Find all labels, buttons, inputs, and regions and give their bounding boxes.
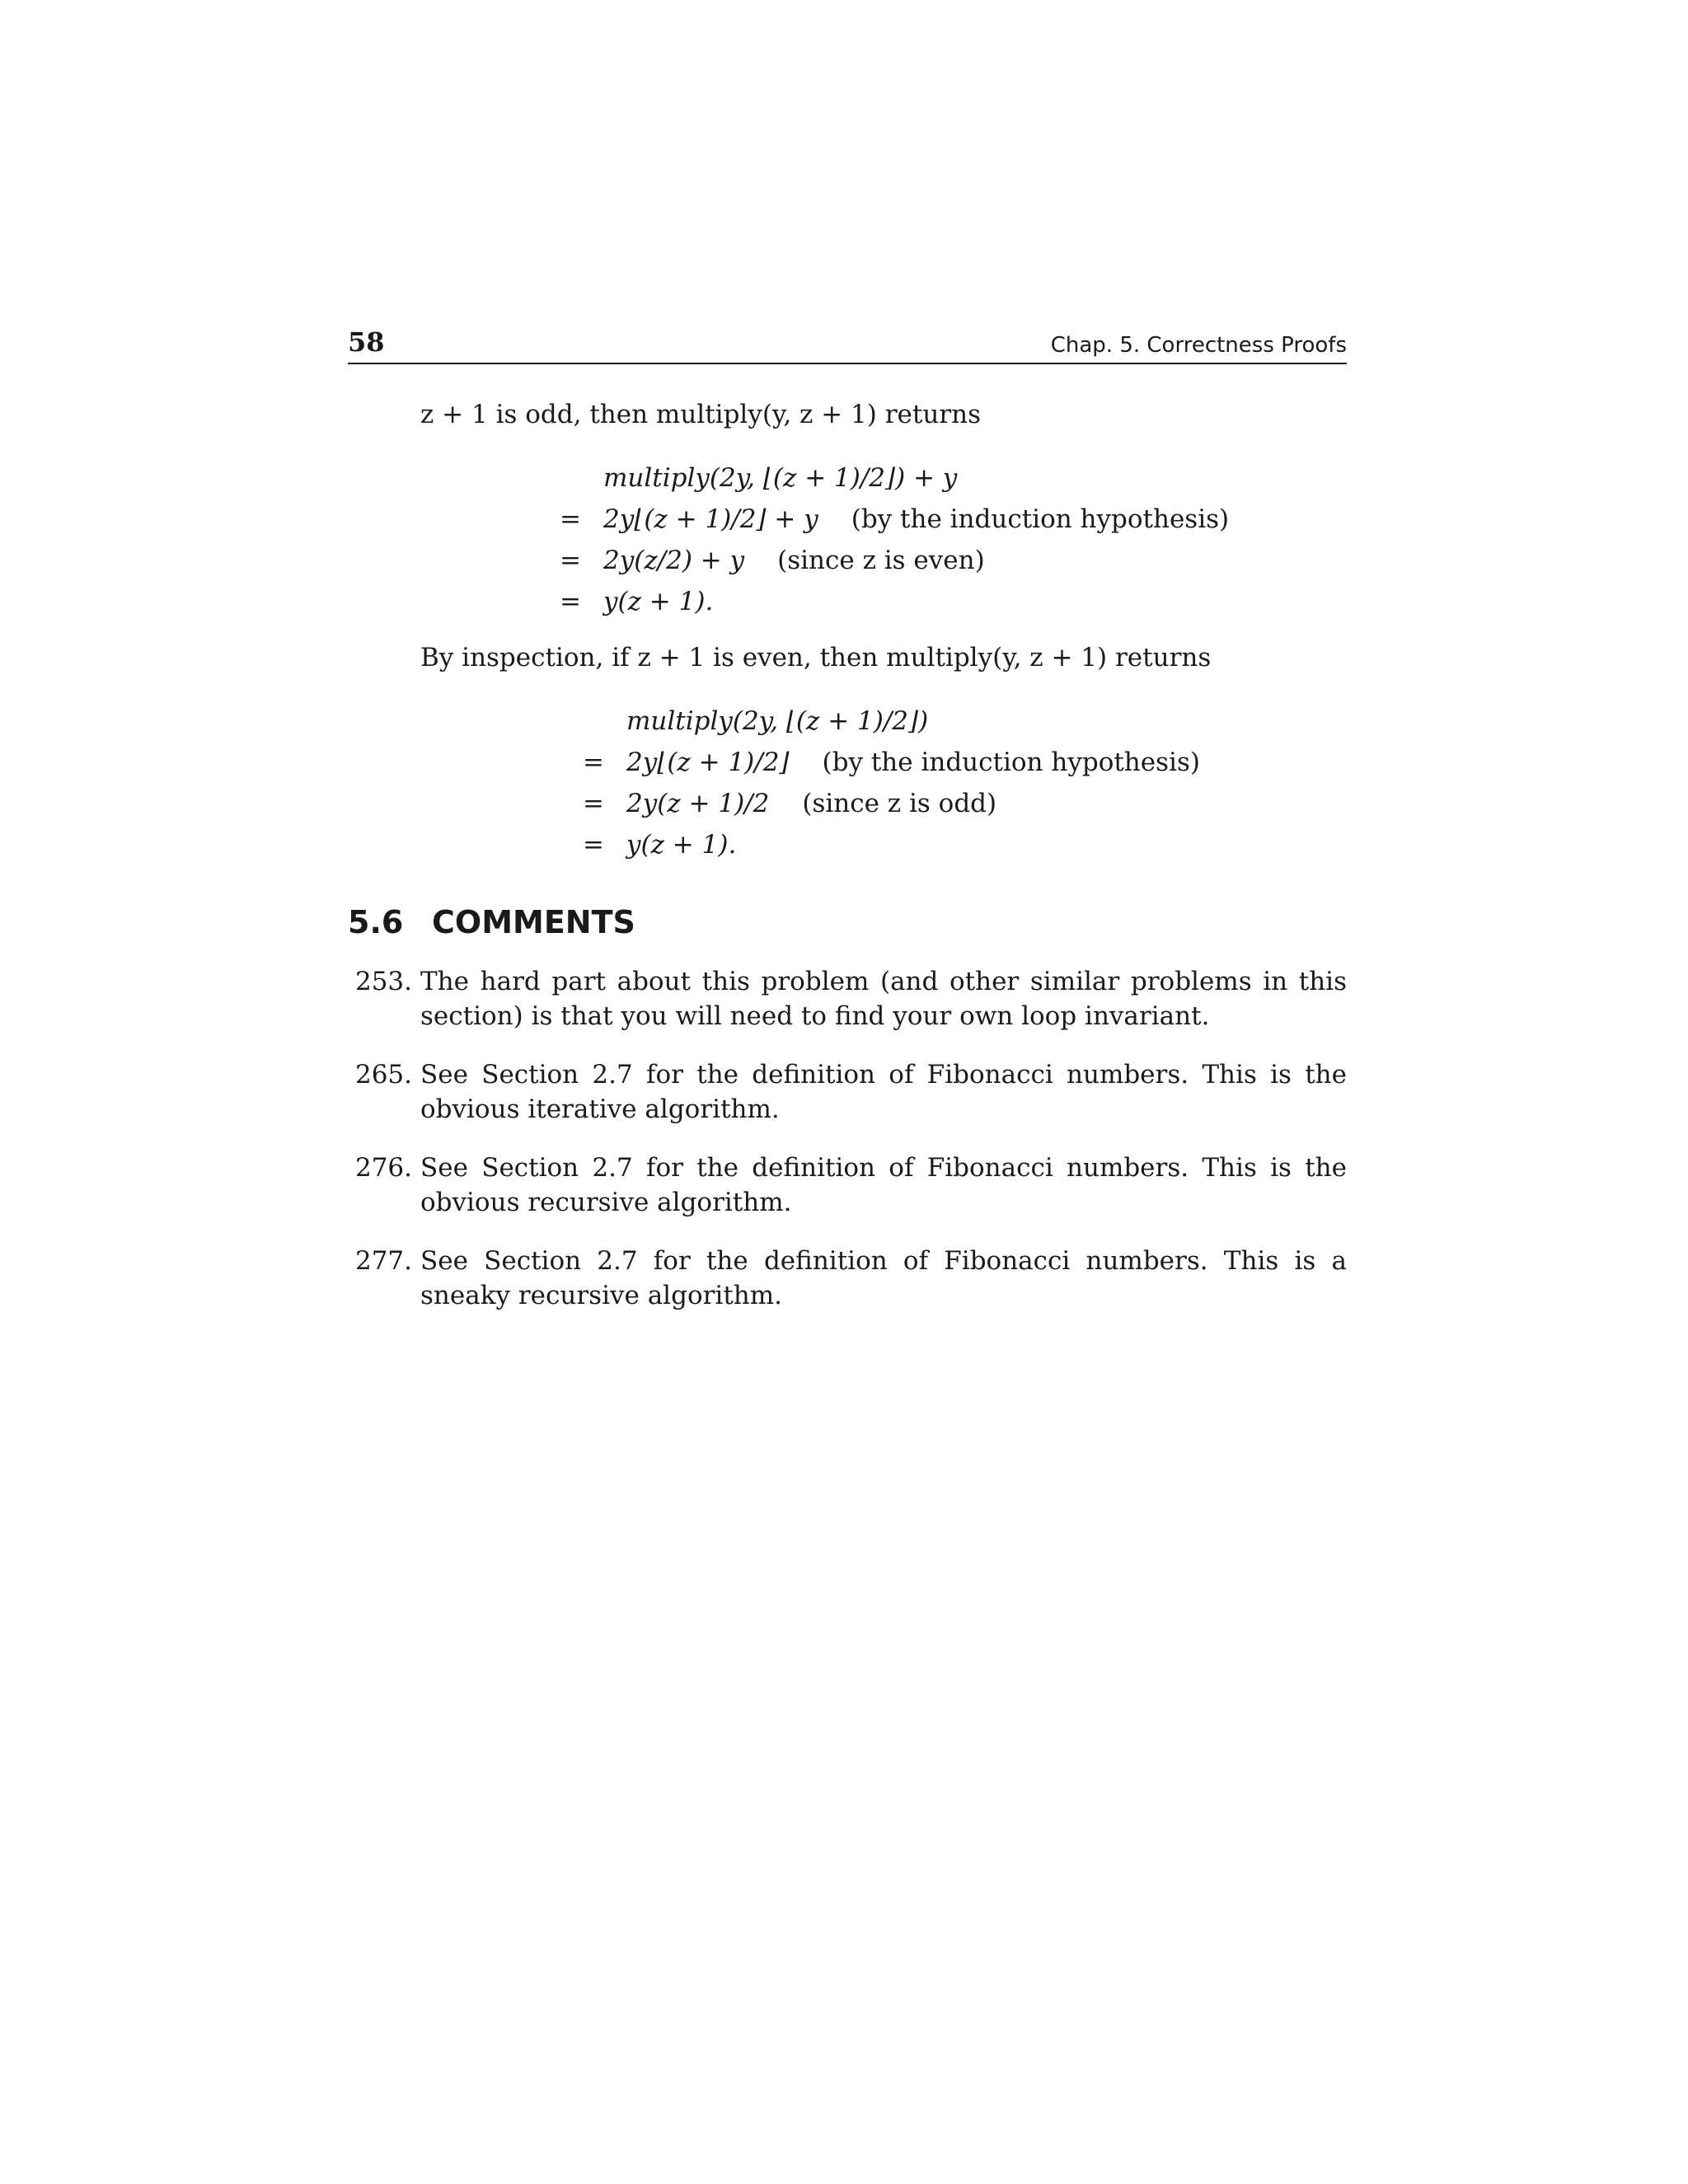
equals-sign: = <box>560 587 581 616</box>
equation-justification: (by the induction hypothesis) <box>822 748 1200 777</box>
comment-item <box>348 1057 1347 1132</box>
equation-justification: (by the induction hypothesis) <box>851 504 1230 534</box>
comment-item <box>348 1244 1347 1318</box>
page-header <box>348 323 1347 364</box>
section-heading <box>348 903 635 941</box>
derivation-even-case <box>577 701 1319 865</box>
equation-expression: 2y⌊(z + 1)/2⌋ <box>626 748 790 777</box>
equation-expression: 2y(z/2) + y <box>603 546 745 575</box>
section-number: 5.6 <box>348 904 404 940</box>
comment-number: 265. <box>354 1060 412 1090</box>
equation-row <box>554 581 1296 622</box>
comment-text: See Section 2.7 for the definition of Fibonacci numbers. This is the obvious iterative algorithm. <box>420 1060 1347 1124</box>
intro-line-1: z + 1 is odd, then multiply(y, z + 1) returns <box>420 400 982 429</box>
comment-item <box>348 964 1347 1038</box>
equation-expression: y(z + 1). <box>626 830 737 860</box>
equals-sign: = <box>583 748 604 777</box>
equation-row <box>554 457 1296 499</box>
intro-line-2: By inspection, if z + 1 is even, then multiply(y, z + 1) returns <box>420 643 1212 673</box>
equation-row <box>577 701 1319 742</box>
derivation-odd-case <box>554 457 1296 622</box>
running-head: Chap. 5. Correctness Proofs <box>1050 333 1347 358</box>
equals-sign: = <box>560 504 581 534</box>
comment-text: See Section 2.7 for the definition of Fibonacci numbers. This is the obvious recursive algorithm. <box>420 1153 1347 1217</box>
equation-justification: (since z is even) <box>777 546 985 575</box>
comment-text: The hard part about this problem (and other similar problems in this section) is that you will need to find your own loop invariant. <box>420 967 1347 1031</box>
equation-row <box>577 824 1319 865</box>
equation-expression: multiply(2y, ⌊(z + 1)/2⌋) + y <box>603 463 958 493</box>
equation-expression: 2y(z + 1)/2 <box>626 789 770 818</box>
equation-expression: y(z + 1). <box>603 587 714 616</box>
equals-sign: = <box>583 789 604 818</box>
section-title: COMMENTS <box>432 904 635 940</box>
equation-expression: 2y⌊(z + 1)/2⌋ + y <box>603 504 818 534</box>
equals-sign: = <box>583 830 604 860</box>
comment-number: 253. <box>354 967 412 996</box>
equation-justification: (since z is odd) <box>802 789 997 818</box>
equation-expression: multiply(2y, ⌊(z + 1)/2⌋) <box>626 706 929 736</box>
page-number: 58 <box>348 326 385 358</box>
comment-number: 276. <box>354 1153 412 1183</box>
comment-item <box>348 1151 1347 1225</box>
comment-number: 277. <box>354 1246 412 1276</box>
comment-text: See Section 2.7 for the definition of Fibonacci numbers. This is a sneaky recursive algorithm. <box>420 1246 1347 1310</box>
equals-sign: = <box>560 546 581 575</box>
equation-row <box>577 742 1319 783</box>
equation-row <box>577 783 1319 824</box>
equation-row <box>554 499 1296 540</box>
equation-row <box>554 540 1296 581</box>
